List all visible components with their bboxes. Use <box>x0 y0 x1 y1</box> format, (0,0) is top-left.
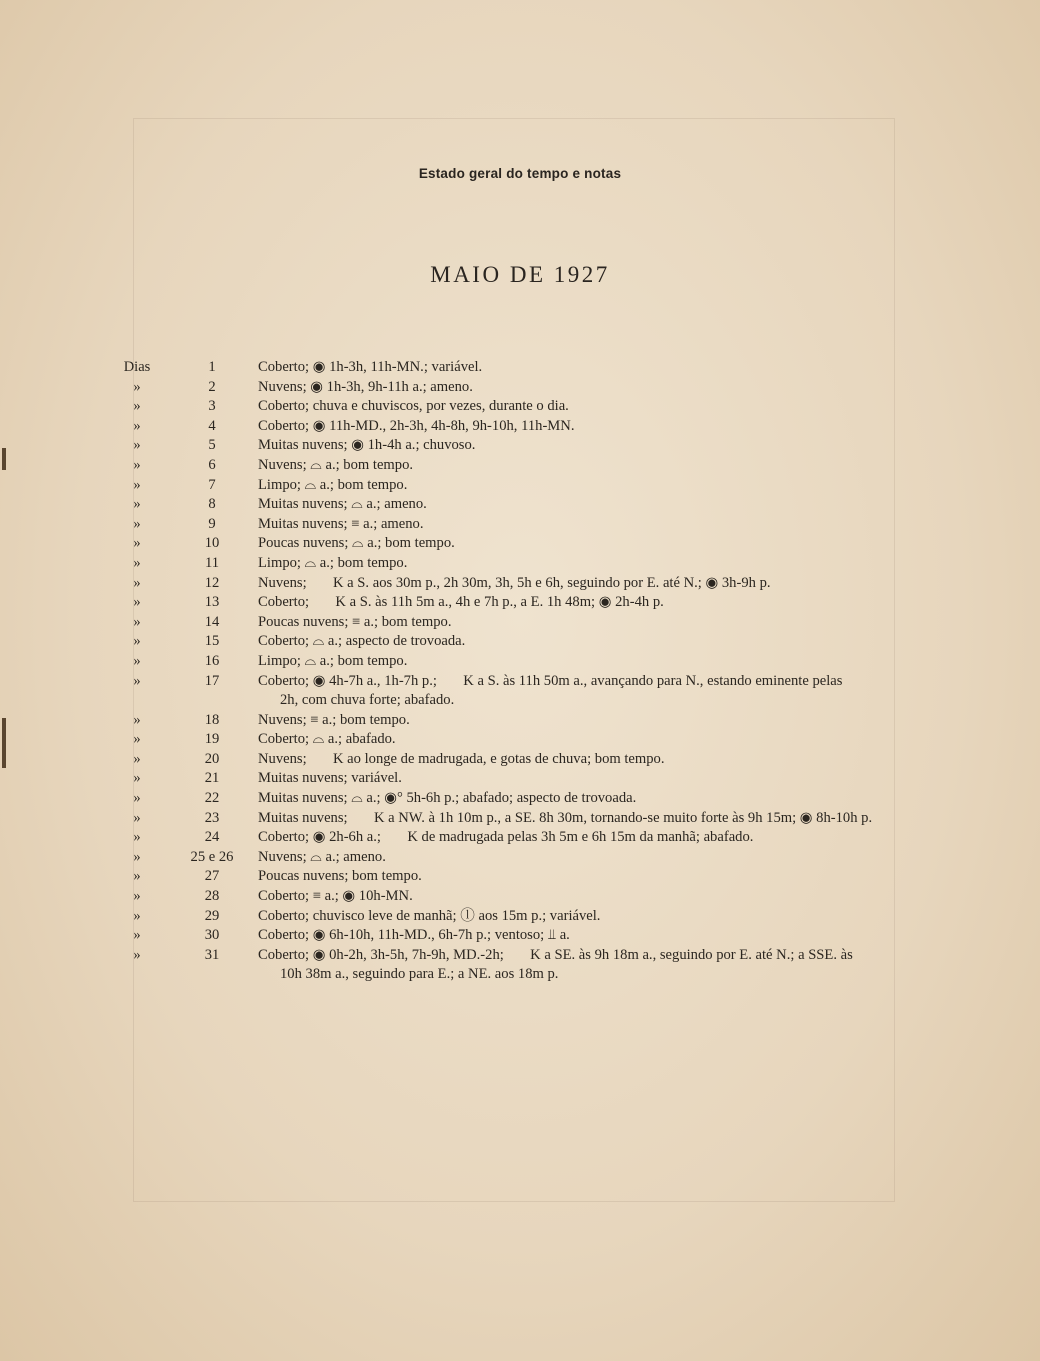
weather-note <box>258 417 898 437</box>
weather-note <box>258 907 898 927</box>
entry-row <box>0 436 1040 456</box>
day-number: 20 <box>204 750 220 767</box>
weather-note-line: Coberto; ◉ 6h-10h, 11h-MD., 6h-7h p.; ventoso; ⫫ a. <box>258 927 570 944</box>
weather-note-line: Muitas nuvens; ⌓ a.; ameno. <box>258 496 427 513</box>
weather-note <box>258 495 898 515</box>
weather-note-line: Coberto; ⌓ a.; abafado. <box>258 731 396 748</box>
entry-row <box>0 652 1040 672</box>
day-number: 21 <box>204 770 220 787</box>
days-label: Dias <box>123 359 151 375</box>
weather-note-line: Nuvens; ≡ a.; bom tempo. <box>258 711 410 728</box>
weather-note <box>258 926 898 946</box>
weather-note <box>258 554 898 574</box>
weather-note <box>258 534 898 554</box>
weather-note-line: Muitas nuvens; ≡ a.; ameno. <box>258 515 424 532</box>
entry-row <box>0 397 1040 417</box>
ditto-mark: » <box>133 907 141 924</box>
entry-row <box>0 476 1040 496</box>
entry-row <box>0 613 1040 633</box>
weather-note <box>258 613 898 633</box>
day-number: 25 e 26 <box>190 848 234 865</box>
day-number: 28 <box>204 888 220 905</box>
ditto-mark: » <box>133 496 141 513</box>
weather-note-line: Poucas nuvens; ≡ a.; bom tempo. <box>258 613 452 630</box>
weather-note-line: Coberto; ◉ 4h-7h a., 1h-7h p.; ⇂⃥K a S. às 11h 50m a., avançando para N., estando eminente pelas <box>258 672 843 689</box>
month-title: MAIO DE 1927 <box>430 262 610 287</box>
day-number: 6 <box>208 456 216 473</box>
weather-note <box>258 769 898 789</box>
day-number: 1 <box>208 359 216 375</box>
entry-row <box>0 848 1040 868</box>
entry-row <box>0 417 1040 437</box>
entry-row <box>0 515 1040 535</box>
day-number: 2 <box>208 378 216 395</box>
weather-note-line: Coberto; ◉ 0h-2h, 3h-5h, 7h-9h, MD.-2h; ⇂⃥K a SE. às 9h 18m a., seguindo por E. até N.; a SSE. às <box>258 946 853 963</box>
day-number: 3 <box>208 398 216 415</box>
weather-note-line: Coberto; chuva e chuviscos, por vezes, durante o dia. <box>258 398 569 415</box>
entry-row <box>0 554 1040 574</box>
weather-note <box>258 632 898 652</box>
weather-note <box>258 789 898 809</box>
weather-note-line: Nuvens; ⇂⃥K ao longe de madrugada, e gotas de chuva; bom tempo. <box>258 750 665 767</box>
ditto-mark: » <box>133 594 141 611</box>
ditto-mark: » <box>133 574 141 591</box>
entry-row <box>0 828 1040 848</box>
entry-row <box>0 789 1040 809</box>
weather-note <box>258 652 898 672</box>
day-number: 4 <box>208 417 216 434</box>
ditto-mark: » <box>133 946 141 963</box>
entry-row <box>0 926 1040 946</box>
day-number: 23 <box>204 809 220 826</box>
day-number: 31 <box>204 946 220 963</box>
day-number: 12 <box>204 574 220 591</box>
entry-row <box>0 632 1040 652</box>
day-number: 15 <box>204 633 220 650</box>
entry-row <box>0 593 1040 613</box>
entry-row <box>0 730 1040 750</box>
weather-note-line: Coberto; ◉ 2h-6h a.; ⇂⃥K de madrugada pelas 3h 5m e 6h 15m da manhã; abafado. <box>258 829 754 846</box>
entry-row <box>0 574 1040 594</box>
day-number: 8 <box>208 496 216 513</box>
entry-row <box>0 946 1040 985</box>
weather-note <box>258 456 898 476</box>
weather-note <box>258 711 898 731</box>
weather-note-line: Coberto; ◉ 11h-MD., 2h-3h, 4h-8h, 9h-10h, 11h-MN. <box>258 417 575 434</box>
entry-row <box>0 750 1040 770</box>
ditto-mark: » <box>133 398 141 415</box>
weather-note <box>258 397 898 417</box>
weather-note <box>258 809 898 829</box>
ditto-mark: » <box>133 927 141 944</box>
weather-note <box>258 574 898 594</box>
ditto-mark: » <box>133 554 141 571</box>
weather-note <box>258 515 898 535</box>
entry-row <box>0 358 1040 378</box>
weather-note <box>258 593 898 613</box>
day-number: 5 <box>208 437 216 454</box>
weather-note <box>258 848 898 868</box>
weather-note-line: Limpo; ⌓ a.; bom tempo. <box>258 652 408 669</box>
weather-note <box>258 378 898 398</box>
entry-row <box>0 867 1040 887</box>
weather-note-line: Coberto; ⇂⃥K a S. às 11h 5m a., 4h e 7h p., a E. 1h 48m; ◉ 2h-4h p. <box>258 594 664 611</box>
weather-note <box>258 828 898 848</box>
entry-row <box>0 534 1040 554</box>
ditto-mark: » <box>133 515 141 532</box>
ditto-mark: » <box>133 417 141 434</box>
entry-row <box>0 495 1040 515</box>
ditto-mark: » <box>133 790 141 807</box>
weather-note-line: Coberto; ≡ a.; ◉ 10h-MN. <box>258 888 413 905</box>
ditto-mark: » <box>133 378 141 395</box>
day-number: 13 <box>204 594 220 611</box>
entry-row <box>0 672 1040 711</box>
weather-note-line: Muitas nuvens; ⌓ a.; ◉° 5h-6h p.; abafado; aspecto de trovoada. <box>258 790 637 807</box>
day-number: 24 <box>204 829 220 846</box>
day-number: 7 <box>208 476 216 493</box>
weather-note-line: Nuvens; ⇂⃥K a S. aos 30m p., 2h 30m, 3h, 5h e 6h, seguindo por E. até N.; ◉ 3h-9h p. <box>258 574 771 591</box>
weather-note <box>258 476 898 496</box>
weather-note-continuation: 2h, com chuva forte; abafado. <box>280 692 455 709</box>
day-number: 19 <box>204 731 220 748</box>
ditto-mark: » <box>133 476 141 493</box>
weather-note-line: Muitas nuvens; ◉ 1h-4h a.; chuvoso. <box>258 437 476 454</box>
weather-note-line: Poucas nuvens; ⌓ a.; bom tempo. <box>258 535 455 552</box>
ditto-mark: » <box>133 848 141 865</box>
section-header: Estado geral do tempo e notas <box>418 166 622 181</box>
weather-note <box>258 867 898 887</box>
ditto-mark: » <box>133 633 141 650</box>
weather-note <box>258 672 898 711</box>
weather-note-line: Nuvens; ⌓ a.; ameno. <box>258 848 386 865</box>
entry-row <box>0 711 1040 731</box>
weather-note-line: Limpo; ⌓ a.; bom tempo. <box>258 554 408 571</box>
weather-note <box>258 946 898 985</box>
ditto-mark: » <box>133 613 141 630</box>
day-number: 17 <box>204 672 220 689</box>
weather-note-line: Limpo; ⌓ a.; bom tempo. <box>258 476 408 493</box>
ditto-mark: » <box>133 868 141 885</box>
weather-note-continuation: 10h 38m a., seguindo para E.; a NE. aos 18m p. <box>280 966 559 983</box>
entry-row <box>0 378 1040 398</box>
weather-note <box>258 730 898 750</box>
ditto-mark: » <box>133 809 141 826</box>
weather-note <box>258 358 898 378</box>
ditto-mark: » <box>133 535 141 552</box>
entry-row <box>0 809 1040 829</box>
ditto-mark: » <box>133 652 141 669</box>
day-number: 22 <box>204 790 220 807</box>
day-number: 16 <box>204 652 220 669</box>
ditto-mark: » <box>133 456 141 473</box>
day-number: 30 <box>204 927 220 944</box>
weather-note-line: Coberto; ◉ 1h-3h, 11h-MN.; variável. <box>258 359 483 375</box>
ditto-mark: » <box>133 672 141 689</box>
entry-row <box>0 887 1040 907</box>
day-number: 29 <box>204 907 220 924</box>
ditto-mark: » <box>133 829 141 846</box>
ditto-mark: » <box>133 770 141 787</box>
weather-note <box>258 887 898 907</box>
ditto-mark: » <box>133 711 141 728</box>
weather-note-line: Poucas nuvens; bom tempo. <box>258 868 422 885</box>
entry-row <box>0 456 1040 476</box>
day-number: 10 <box>204 535 220 552</box>
ditto-mark: » <box>133 888 141 905</box>
entry-row <box>0 769 1040 789</box>
weather-note-line: Nuvens; ⌓ a.; bom tempo. <box>258 456 414 473</box>
weather-note-line: Muitas nuvens; variável. <box>258 770 402 787</box>
day-number: 11 <box>204 554 220 571</box>
weather-note-line: Coberto; ⌓ a.; aspecto de trovoada. <box>258 633 466 650</box>
day-number: 14 <box>204 613 220 630</box>
ditto-mark: » <box>133 731 141 748</box>
weather-note <box>258 436 898 456</box>
day-number: 27 <box>204 868 220 885</box>
day-number: 9 <box>208 515 216 532</box>
weather-note <box>258 750 898 770</box>
daily-entries <box>0 358 1040 985</box>
ditto-mark: » <box>133 750 141 767</box>
weather-note-line: Coberto; chuvisco leve de manhã; ⓛ aos 15m p.; variável. <box>258 907 601 924</box>
ditto-mark: » <box>133 437 141 454</box>
weather-note-line: Muitas nuvens; ⇂⃥K a NW. à 1h 10m p., a SE. 8h 30m, tornando-se muito forte às 9h 15m; ◉ 8h-10h p. <box>258 809 873 826</box>
weather-note-line: Nuvens; ◉ 1h-3h, 9h-11h a.; ameno. <box>258 378 473 395</box>
entry-row <box>0 907 1040 927</box>
day-number: 18 <box>204 711 220 728</box>
